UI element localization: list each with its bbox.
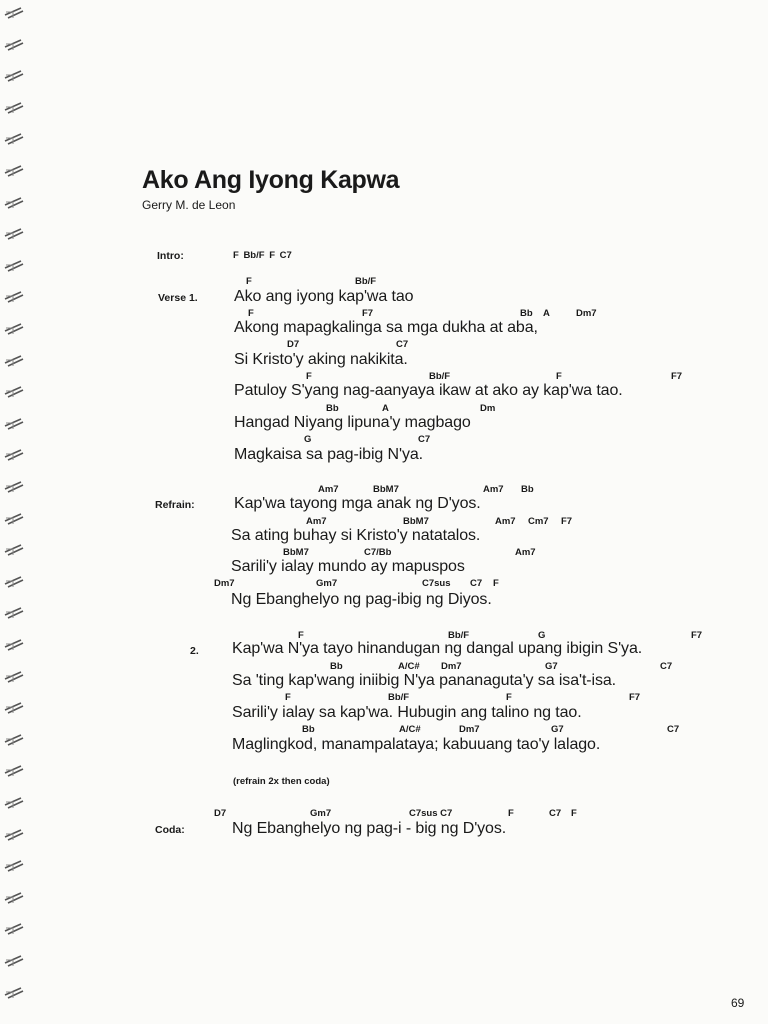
chord: C7: [396, 339, 409, 350]
intro-chords: F Bb/F F C7: [233, 250, 292, 261]
spiral-ring: [4, 322, 24, 336]
chord: C7: [418, 434, 431, 445]
chord: Am7: [515, 547, 536, 558]
lyric-line: Sarili'y ialay sa kap'wa. Hubugin ang talino ng tao.: [232, 704, 582, 721]
chord: C7/Bb: [364, 547, 392, 558]
section-label-coda: Coda:: [155, 824, 185, 836]
chord: A/C#: [398, 661, 420, 672]
spiral-ring: [4, 606, 24, 620]
chord: Cm7: [528, 516, 549, 527]
chord: Dm7: [214, 578, 235, 589]
lyric-line: Kap'wa N'ya tayo hinandugan ng dangal upang ibigin S'ya.: [232, 640, 643, 657]
spiral-ring: [4, 575, 24, 589]
chord: Am7: [483, 484, 504, 495]
chord: C7sus: [422, 578, 451, 589]
spiral-ring: [4, 954, 24, 968]
spiral-ring: [4, 38, 24, 52]
chord: F7: [671, 371, 683, 382]
spiral-ring: [4, 764, 24, 778]
chord: G7: [545, 661, 558, 672]
chord: F: [306, 371, 312, 382]
spiral-ring: [4, 227, 24, 241]
chord: F: [298, 630, 304, 641]
page-number: 69: [731, 996, 745, 1010]
chord: Am7: [495, 516, 516, 527]
chord: G: [304, 434, 312, 445]
chord: Bb: [521, 484, 534, 495]
lyric-line: Ako ang iyong kap'wa tao: [234, 288, 414, 305]
chord: F: [246, 276, 252, 287]
spiral-ring: [4, 417, 24, 431]
spiral-ring: [4, 101, 24, 115]
chord: Dm7: [441, 661, 462, 672]
spiral-ring: [4, 543, 24, 557]
lyric-line: Patuloy S'yang nag-aanyaya ikaw at ako ay kap'wa tao.: [234, 382, 623, 399]
spiral-ring: [4, 448, 24, 462]
chord: F: [248, 308, 254, 319]
chord: F: [556, 371, 562, 382]
chord: D7: [287, 339, 300, 350]
spiral-ring: [4, 512, 24, 526]
chord: F: [508, 808, 514, 819]
lyric-line: Kap'wa tayong mga anak ng D'yos.: [234, 495, 481, 512]
spiral-ring: [4, 290, 24, 304]
spiral-ring: [4, 164, 24, 178]
lyric-line: Sa 'ting kap'wang iniibig N'ya pananaguta'y sa isa't-isa.: [232, 672, 617, 689]
chord: Dm: [480, 403, 496, 414]
chord: Bb: [302, 724, 315, 735]
chord: F: [285, 692, 291, 703]
spiral-ring: [4, 922, 24, 936]
chord: F7: [561, 516, 573, 527]
chord: Am7: [318, 484, 339, 495]
chord: F7: [362, 308, 374, 319]
song-author: Gerry M. de Leon: [142, 198, 236, 212]
spiral-ring: [4, 132, 24, 146]
section-label-refrain: Refrain:: [155, 499, 195, 511]
song-title: Ako Ang Iyong Kapwa: [142, 166, 400, 194]
chord: BbM7: [403, 516, 429, 527]
chord: Bb/F: [448, 630, 470, 641]
spiral-ring: [4, 733, 24, 747]
chord: Am7: [306, 516, 327, 527]
chord: Bb/F: [429, 371, 451, 382]
spiral-ring: [4, 796, 24, 810]
spiral-ring: [4, 354, 24, 368]
lyric-line: Ng Ebanghelyo ng pag-ibig ng Diyos.: [231, 591, 492, 608]
repeat-instruction: (refrain 2x then coda): [233, 776, 330, 787]
spiral-ring: [4, 986, 24, 1000]
lyric-line: Sarili'y ialay mundo ay mapuspos: [231, 558, 465, 575]
chord: F: [493, 578, 499, 589]
chord: G7: [551, 724, 564, 735]
chord: C7: [549, 808, 562, 819]
chord: F7: [629, 692, 641, 703]
lyric-line: Ng Ebanghelyo ng pag-i - big ng D'yos.: [232, 820, 507, 837]
spiral-ring: [4, 69, 24, 83]
chord: C7: [667, 724, 680, 735]
chord: C7: [660, 661, 673, 672]
chord: Dm7: [459, 724, 480, 735]
chord: F: [506, 692, 512, 703]
chord: C7sus C7: [409, 808, 453, 819]
section-label-verse-2: 2.: [190, 645, 199, 657]
chord: C7: [470, 578, 483, 589]
spiral-ring: [4, 6, 24, 20]
lyric-line: Magkaisa sa pag-ibig N'ya.: [234, 446, 423, 463]
chord: D7: [214, 808, 227, 819]
spiral-ring: [4, 828, 24, 842]
spiral-ring: [4, 480, 24, 494]
spiral-ring: [4, 701, 24, 715]
lyric-line: Akong mapagkalinga sa mga dukha at aba,: [234, 319, 538, 336]
chord: Bb/F: [388, 692, 410, 703]
chord: F: [571, 808, 577, 819]
chord: Gm7: [316, 578, 338, 589]
chord: G: [538, 630, 546, 641]
spiral-ring: [4, 891, 24, 905]
spiral-ring: [4, 196, 24, 210]
spiral-ring: [4, 259, 24, 273]
chord: Bb/F: [355, 276, 377, 287]
lyric-line: Sa ating buhay si Kristo'y natatalos.: [231, 527, 481, 544]
section-label-verse-1: Verse 1.: [158, 292, 198, 304]
chord: A/C#: [399, 724, 421, 735]
chord: A: [382, 403, 389, 414]
spiral-ring: [4, 638, 24, 652]
chord: BbM7: [283, 547, 309, 558]
lyric-line: Si Kristo'y aking nakikita.: [234, 351, 408, 368]
spiral-binding: [0, 0, 30, 1024]
chord: Dm7: [576, 308, 597, 319]
spiral-ring: [4, 859, 24, 873]
chord: Gm7: [310, 808, 332, 819]
chord: Bb: [326, 403, 339, 414]
spiral-ring: [4, 670, 24, 684]
chord: F7: [691, 630, 703, 641]
lyric-line: Hangad Niyang lipuna'y magbago: [234, 414, 471, 431]
spiral-ring: [4, 385, 24, 399]
chord: Bb: [330, 661, 343, 672]
lyric-line: Maglingkod, manampalataya; kabuuang tao'y lalago.: [232, 736, 601, 753]
chord: A: [543, 308, 550, 319]
chord: Bb: [520, 308, 533, 319]
section-label-intro: Intro:: [157, 250, 184, 262]
chord: BbM7: [373, 484, 399, 495]
